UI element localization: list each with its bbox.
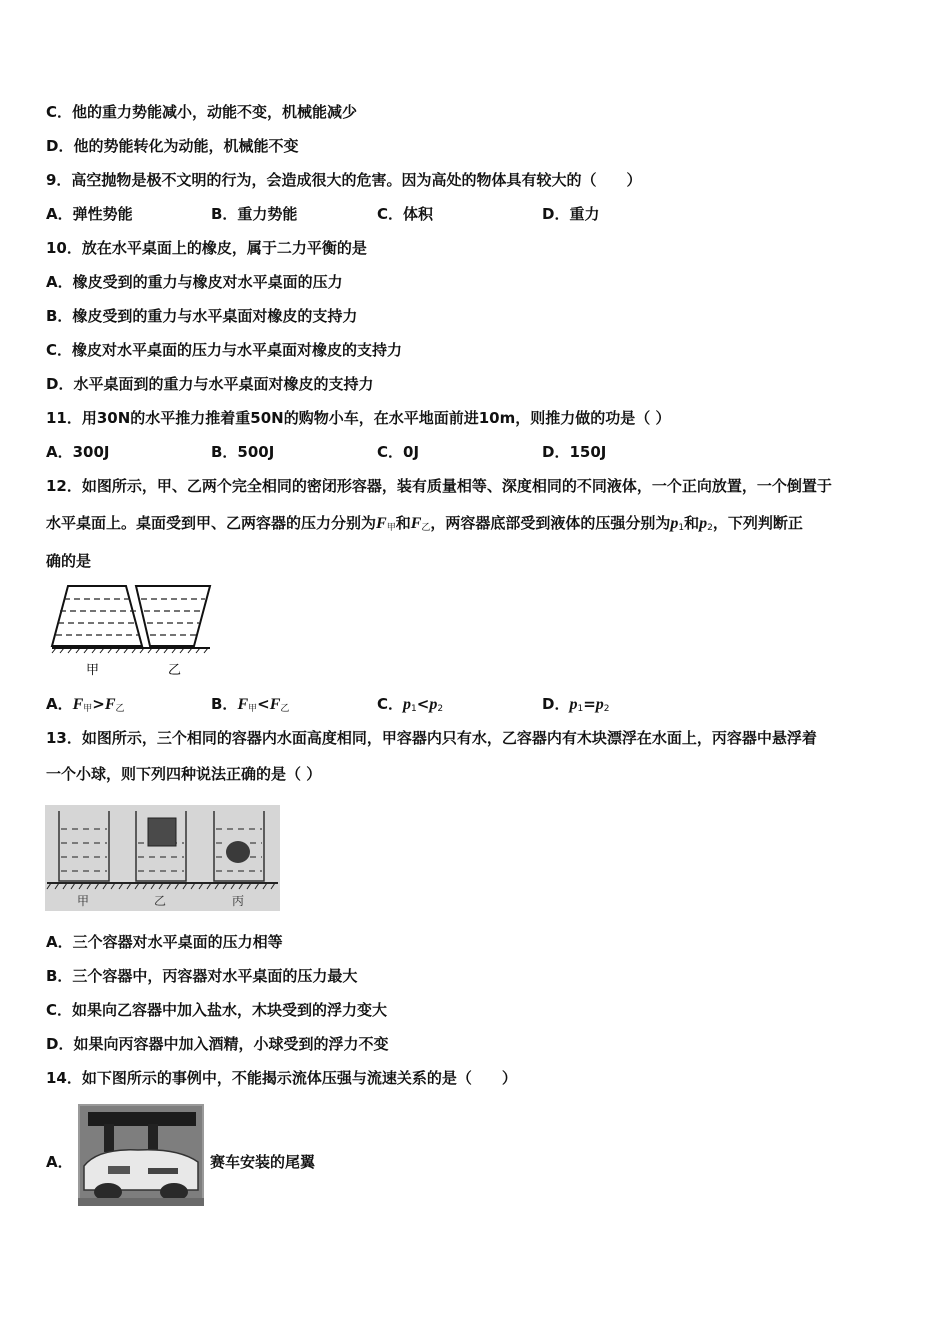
q14-option-a-label: A． <box>46 1153 73 1171</box>
q13-option-c: C．如果向乙容器中加入盐水，木块受到的浮力变大 <box>46 1001 388 1019</box>
q13-fig-label-yi: 乙 <box>154 894 167 908</box>
q9-option-b: B．重力势能 <box>211 205 298 223</box>
q12-option-a: A．F甲>F乙 <box>46 695 125 714</box>
q12-stem-line1: 12．如图所示，甲、乙两个完全相同的密闭形容器，装有质量相等、深度相同的不同液体，一个正向放置，一个倒置于 <box>46 477 832 495</box>
q13-fig-label-jia: 甲 <box>77 894 90 908</box>
q8-option-c: C．他的重力势能减小，动能不变，机械能减少 <box>46 103 358 121</box>
q14-option-a-text: 赛车安装的尾翼 <box>210 1153 316 1171</box>
q9-stem: 9．高空抛物是极不文明的行为，会造成很大的危害。因为高处的物体具有较大的（ ） <box>46 171 642 189</box>
q10-option-c: C．橡皮对水平桌面的压力与水平桌面对橡皮的支持力 <box>46 341 403 359</box>
q10-option-a: A．橡皮受到的重力与橡皮对水平桌面的压力 <box>46 273 343 291</box>
q12-container-figure <box>44 582 214 682</box>
q12-fig-label-yi: 乙 <box>168 663 182 678</box>
q13-stem-line1: 13．如图所示，三个相同的容器内水面高度相同，甲容器内只有水，乙容器内有木块漂浮在水面上，丙容器中悬浮着 <box>46 729 817 747</box>
q11-option-a: A．300J <box>46 443 110 461</box>
q10-option-d: D．水平桌面到的重力与水平桌面对橡皮的支持力 <box>46 375 374 393</box>
q11-option-d: D．150J <box>542 443 607 461</box>
q13-container-figure <box>45 805 280 911</box>
q13-option-b: B．三个容器中，丙容器对水平桌面的压力最大 <box>46 967 358 985</box>
q12-option-c: C．p1<p2 <box>377 695 444 714</box>
q12-stem-line2: 水平桌面上。桌面受到甲、乙两容器的压力分别为F甲和F乙，两容器底部受到液体的压强分别为p1和p2，下列判断正 <box>46 514 803 533</box>
q13-option-a: A．三个容器对水平桌面的压力相等 <box>46 933 283 951</box>
race-car-wing-photo <box>78 1104 204 1206</box>
q12-option-d: D．p1=p2 <box>542 695 610 714</box>
q11-option-b: B．500J <box>211 443 275 461</box>
q12-option-b: B．F甲<F乙 <box>211 695 290 714</box>
q12-fig-label-jia: 甲 <box>86 663 100 678</box>
q11-stem: 11．用30N的水平推力推着重50N的购物小车，在水平地面前进10m，则推力做的功是（ ） <box>46 409 671 427</box>
q10-stem: 10．放在水平桌面上的橡皮，属于二力平衡的是 <box>46 239 367 257</box>
q12-stem-line3: 确的是 <box>46 552 92 570</box>
q13-stem-line2: 一个小球，则下列四种说法正确的是（ ） <box>46 765 322 783</box>
q8-option-d: D．他的势能转化为动能，机械能不变 <box>46 137 299 155</box>
q10-option-b: B．橡皮受到的重力与水平桌面对橡皮的支持力 <box>46 307 358 325</box>
q11-option-c: C．0J <box>377 443 420 461</box>
q9-option-c: C．体积 <box>377 205 434 223</box>
q13-option-d: D．如果向丙容器中加入酒精，小球受到的浮力不变 <box>46 1035 389 1053</box>
q14-stem: 14．如下图所示的事例中，不能揭示流体压强与流速关系的是（ ） <box>46 1069 517 1087</box>
q9-option-a: A．弹性势能 <box>46 205 133 223</box>
q9-option-d: D．重力 <box>542 205 600 223</box>
q13-fig-label-bing: 丙 <box>232 894 245 908</box>
